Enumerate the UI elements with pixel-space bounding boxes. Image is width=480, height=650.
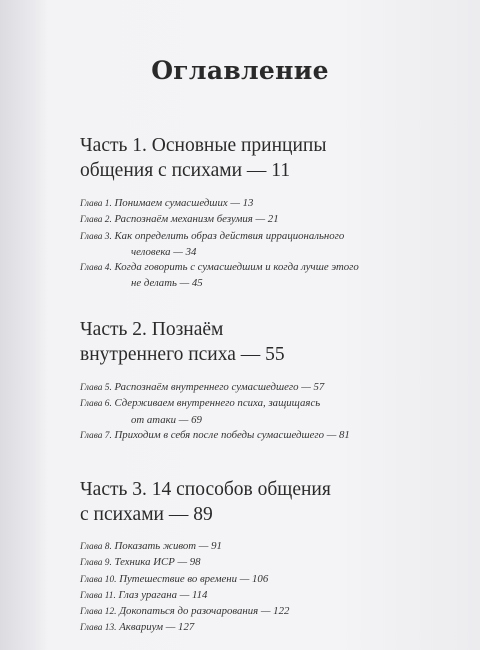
chapter-title: Понимаем сумасшедших — 13 bbox=[114, 197, 254, 209]
chapter-number: Глава 2. bbox=[80, 215, 112, 226]
chapter-item bbox=[80, 260, 425, 292]
chapter-number: Глава 4. bbox=[80, 263, 112, 274]
part-title-line2: с психами — 89 bbox=[80, 504, 213, 525]
chapter-title: Когда говорить с сумасшедшим и когда лучше этого bbox=[114, 261, 359, 274]
chapter-title-continuation: от атаки — 69 bbox=[131, 413, 202, 426]
chapter-list bbox=[80, 380, 425, 444]
part-1 bbox=[80, 133, 425, 292]
chapter-number: Глава 11. bbox=[80, 590, 116, 601]
part-title bbox=[80, 133, 425, 183]
chapter-item bbox=[80, 428, 425, 444]
chapter-item bbox=[80, 588, 425, 604]
chapter-item bbox=[80, 212, 425, 228]
chapter-number: Глава 1. bbox=[80, 199, 112, 209]
chapter-number: Глава 8. bbox=[80, 542, 112, 552]
chapter-list bbox=[80, 196, 425, 292]
part-2 bbox=[80, 317, 425, 444]
chapter-number: Глава 9. bbox=[80, 558, 112, 569]
chapter-item bbox=[80, 229, 425, 261]
chapter-item bbox=[80, 539, 425, 555]
chapter-title: Как определить образ действия иррационального bbox=[114, 229, 345, 242]
page-spine-shadow bbox=[0, 0, 48, 650]
part-title-line1: Часть 1. Основные принципы bbox=[80, 135, 327, 156]
chapter-number: Глава 3. bbox=[80, 231, 112, 242]
chapter-item bbox=[80, 555, 425, 571]
part-3 bbox=[80, 477, 425, 637]
chapter-title-continuation: не делать — 45 bbox=[131, 277, 203, 290]
chapter-number: Глава 6. bbox=[80, 399, 112, 410]
chapter-item bbox=[80, 396, 425, 428]
chapter-number: Глава 12. bbox=[80, 607, 117, 618]
chapter-item bbox=[80, 196, 425, 212]
chapter-title: Техника ИСР — 98 bbox=[114, 556, 201, 569]
chapter-list bbox=[80, 539, 425, 637]
chapter-item bbox=[80, 604, 425, 620]
chapter-item bbox=[80, 572, 425, 588]
part-title-line1: Часть 3. 14 способов общения bbox=[80, 479, 331, 500]
chapter-number: Глава 13. bbox=[80, 623, 117, 634]
part-title-line2: общения с психами — 11 bbox=[80, 160, 291, 181]
chapter-number: Глава 10. bbox=[80, 574, 117, 585]
part-title bbox=[80, 477, 425, 527]
part-title bbox=[80, 317, 425, 367]
chapter-item bbox=[80, 620, 425, 636]
chapter-number: Глава 7. bbox=[80, 430, 112, 441]
part-title-line1: Часть 2. Познаём bbox=[80, 319, 224, 340]
chapter-title: Глаз урагана — 114 bbox=[118, 588, 208, 601]
chapter-number: Глава 5. bbox=[80, 383, 112, 393]
chapter-title: Приходим в себя после победы сумасшедшего — 81 bbox=[114, 428, 350, 441]
page-title: Оглавление bbox=[151, 56, 329, 85]
chapter-title: Докопаться до разочарования — 122 bbox=[119, 605, 290, 618]
chapter-title-continuation: человека — 34 bbox=[131, 245, 197, 258]
chapter-title: Путешествие во времени — 106 bbox=[119, 572, 269, 585]
chapter-title: Показать живот — 91 bbox=[114, 540, 222, 552]
chapter-title: Аквариум — 127 bbox=[119, 621, 195, 634]
part-title-line2: внутреннего психа — 55 bbox=[80, 344, 285, 365]
chapter-title: Сдерживаем внутреннего психа, защищаясь bbox=[114, 397, 321, 410]
chapter-title: Распознаём внутреннего сумасшедшего — 57 bbox=[114, 381, 325, 393]
chapter-item bbox=[80, 380, 425, 396]
chapter-title: Распознаём механизм безумия — 21 bbox=[114, 213, 279, 226]
